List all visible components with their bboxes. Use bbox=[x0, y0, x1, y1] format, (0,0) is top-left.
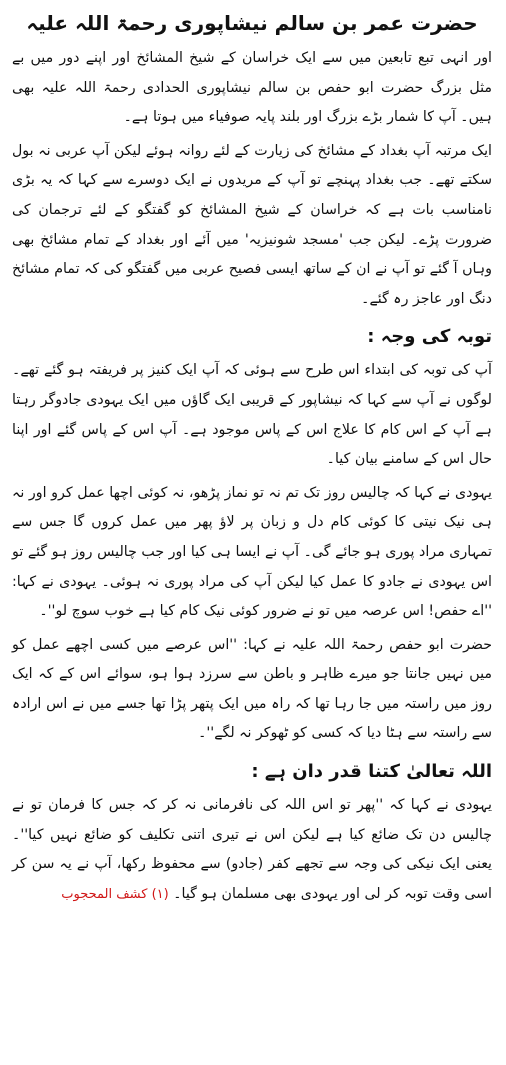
paragraph-intro: اور انہی تبع تابعین میں سے ایک خراسان کے شیخ المشائخ اور اپنے دور میں بے مثل بزرگ حضرت ابو حفص بن سالم نیشاپوری الحدادی رحمۃ اللہ علیہ بھی ہیں۔ آپ کا شمار بڑے بزرگ اور بلند پایہ صوفیاء میں ہوتا ہے۔ bbox=[12, 50, 492, 126]
section-heading-allah-appreciative: اللہ تعالیٰ کتنا قدر دان ہے : bbox=[251, 761, 492, 783]
reference-citation: (۱) کشف المحجوب bbox=[61, 886, 169, 902]
page-title: حضرت عمر بن سالم نیشاپوری رحمۃ اللہ علیہ bbox=[26, 11, 478, 35]
section-heading-repentance: توبہ کی وجہ : bbox=[367, 326, 492, 348]
paragraph-abu-hafs-reply: حضرت ابو حفص رحمۃ اللہ علیہ نے کہا: ''اس عرصے میں کسی اچھے عمل کو میں نہیں جانتا جو میرے ظاہر و باطن سے سرزد ہوا ہو، سوائے اس کے کہ ایک روز میں راستہ میں جا رہا تھا کہ راہ میں ایک پتھر پڑا تھا جسے میں نے اس ارادہ سے راستہ سے ہٹا دیا کہ کسی کو ٹھوکر نہ لگے''۔ bbox=[12, 636, 492, 742]
paragraph-jewish-magician: یہودی نے کہا کہ چالیس روز تک تم نہ تو نماز پڑھو، نہ کوئی اچھا عمل کرو اور نہ ہی نیک نیتی کا کوئی کام دل و زبان پر لاؤ پھر میں عمل کروں گا جس سے تمہاری مراد پوری ہو جائے گی۔ آپ نے ایسا ہی کیا اور جب چالیس روز ہو گئے تو اس یہودی نے جادو کا عمل کیا لیکن آپ کی مراد پوری نہ ہوئی۔ یہودی نے کہا: ''اے حفص! اس عرصہ میں تو نے ضرور کوئی نیک کام کیا ہے خوب سوچ لو''۔ bbox=[12, 484, 492, 620]
paragraph-conclusion bbox=[12, 791, 492, 909]
paragraph-repentance-start: آپ کی توبہ کی ابتداء اس طرح سے ہوئی کہ آپ ایک کنیز پر فریفتہ ہو گئے تھے۔ لوگوں نے آپ سے کہا کہ نیشاپور کے قریبی ایک گاؤں میں ایک یہودی جادوگر رہتا ہے آپ کے اس کام کا علاج اس کے پاس موجود ہے۔ آپ اس کے پاس گئے اور اپنا حال اس کے سامنے بیان کیا۔ bbox=[12, 362, 492, 468]
paragraph-baghdad-visit: ایک مرتبہ آپ بغداد کے مشائخ کی زیارت کے لئے روانہ ہوئے لیکن آپ عربی نہ بول سکتے تھے۔ جب بغداد پہنچے تو آپ کے مریدوں نے ایک دوسرے سے کہا کہ یہ بڑی نامناسب بات ہے کہ خراسان کے شیخ المشائخ کو گفتگو کے لئے ترجمان کی ضرورت پڑے۔ لیکن جب 'مسجد شونیزیہ' میں آئے اور بغداد کے تمام مشائخ بھی وہاں آ گئے تو آپ نے ان کے ساتھ ایسی فصیح عربی میں گفتگو کی کہ تمام مشائخ دنگ اور عاجز رہ گئے۔ bbox=[12, 142, 492, 307]
conclusion-text: یہودی نے کہا کہ ''پھر تو اس اللہ کی نافرمانی نہ کر کہ جس کا فرمان تو نے چالیس دن تک ضائع کیا ہے لیکن اس نے تیری اتنی تکلیف کو ضائع نہیں کیا''۔ یعنی ایک نیکی کی وجہ سے تجھے کفر (جادو) سے محفوظ رکھا، آپ نے یہ سن کر اسی وقت توبہ کر لی اور یہودی بھی مسلمان ہو گیا۔ bbox=[12, 797, 492, 902]
